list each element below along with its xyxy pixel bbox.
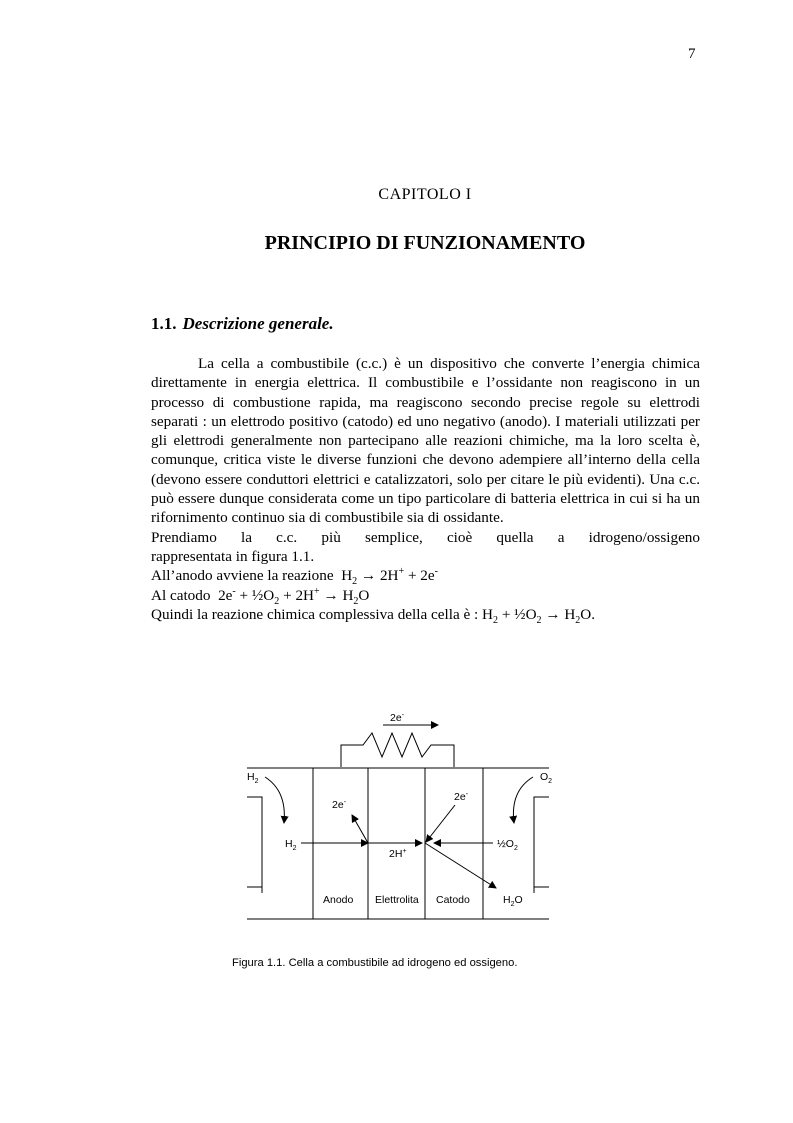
label-half-o2: $\frac{1}{2}O_2$ (497, 838, 518, 852)
anodo-prefix: All’anodo avviene la reazione (151, 567, 334, 585)
h2-inlet-arrow (265, 777, 284, 823)
label-e-right: 2e- (454, 791, 469, 803)
label-catodo: Catodo (436, 894, 470, 906)
line-anodo-reaction: All’anodo avviene la reazione $H_2 \to 2H^+ + 2e^-$ (151, 566, 438, 588)
label-o2-in: $O_2$ (540, 771, 553, 785)
line-catodo-reaction: Al catodo $2e^- + \frac{1}{2}O_2 + 2H^+ \to H_2O$ (151, 585, 370, 607)
line-prendiamo: Prendiamo la c.c. più semplice, cioè quella a idrogeno/ossigeno (151, 528, 700, 546)
chapter-label: CAPITOLO I (378, 186, 472, 203)
o2-inlet-arrow (513, 777, 533, 823)
label-elettrolita: Elettrolita (375, 894, 419, 906)
label-h2o: $H_2O$ (503, 894, 523, 908)
fuel-cell-diagram (235, 705, 565, 930)
page-number: 7 (688, 46, 696, 62)
label-e-left: 2e- (332, 799, 347, 811)
water-out-arrow (425, 843, 496, 888)
right-bracket (534, 797, 549, 887)
label-h2-mid: $H_2$ (285, 838, 297, 852)
catodo-prefix: Al catodo (151, 586, 211, 604)
line-overall-reaction: Quindi la reazione chimica complessiva della cella è : $H_2$ + $\frac{1}{2}O_2 \to H_2O$. (151, 605, 596, 626)
body-text (151, 354, 700, 624)
quindi-prefix: Quindi la reazione chimica complessiva della cella è : (151, 605, 479, 623)
left-bracket (247, 797, 262, 887)
label-h2-in: $H_2$ (247, 771, 259, 785)
label-anodo: Anodo (323, 894, 354, 906)
figure-caption: Figura 1.1. Cella a combustibile ad idrogeno ed ossigeno. (232, 957, 518, 969)
line-rappresentata: rappresentata in figura 1.1. (151, 547, 315, 565)
electron-left-arrow (352, 815, 368, 843)
paragraph-intro: La cella a combustibile (c.c.) è un dispositivo che converte l’energia chimica direttamente in energia elettrica. Il combustibile e l’ossidante non reagiscono in un processo di combustione rapida, ma reagiscono secondo precise regole su elettrodi separati : un elettrodo positivo (catodo) ed uno negativo (anodo). I materiali utilizzati per gli elettrodi generalmente non partecipano alle reazioni chimiche, ma la loro scelta è, comunque, critica viste le diverse funzioni che devono adempiere all’interno della cella (devono essere conduttori elettrici e catalizzatori, solo per citare le più evidenti). Una c.c. può essere dunque considerata come un tipo particolare di batteria elettrica in cui si ha un rifornimento continuo sia di combustibile sia di ossidante. (151, 355, 700, 527)
label-e-top: 2e- (390, 712, 405, 724)
section-number: 1.1. (151, 314, 177, 333)
electron-right-arrow (426, 805, 455, 842)
label-h-plus: 2H+ (389, 848, 407, 860)
external-circuit (341, 733, 454, 767)
chapter-title: PRINCIPIO DI FUNZIONAMENTO (264, 232, 586, 254)
section-heading (151, 314, 334, 334)
section-title: Descrizione generale. (182, 314, 334, 333)
